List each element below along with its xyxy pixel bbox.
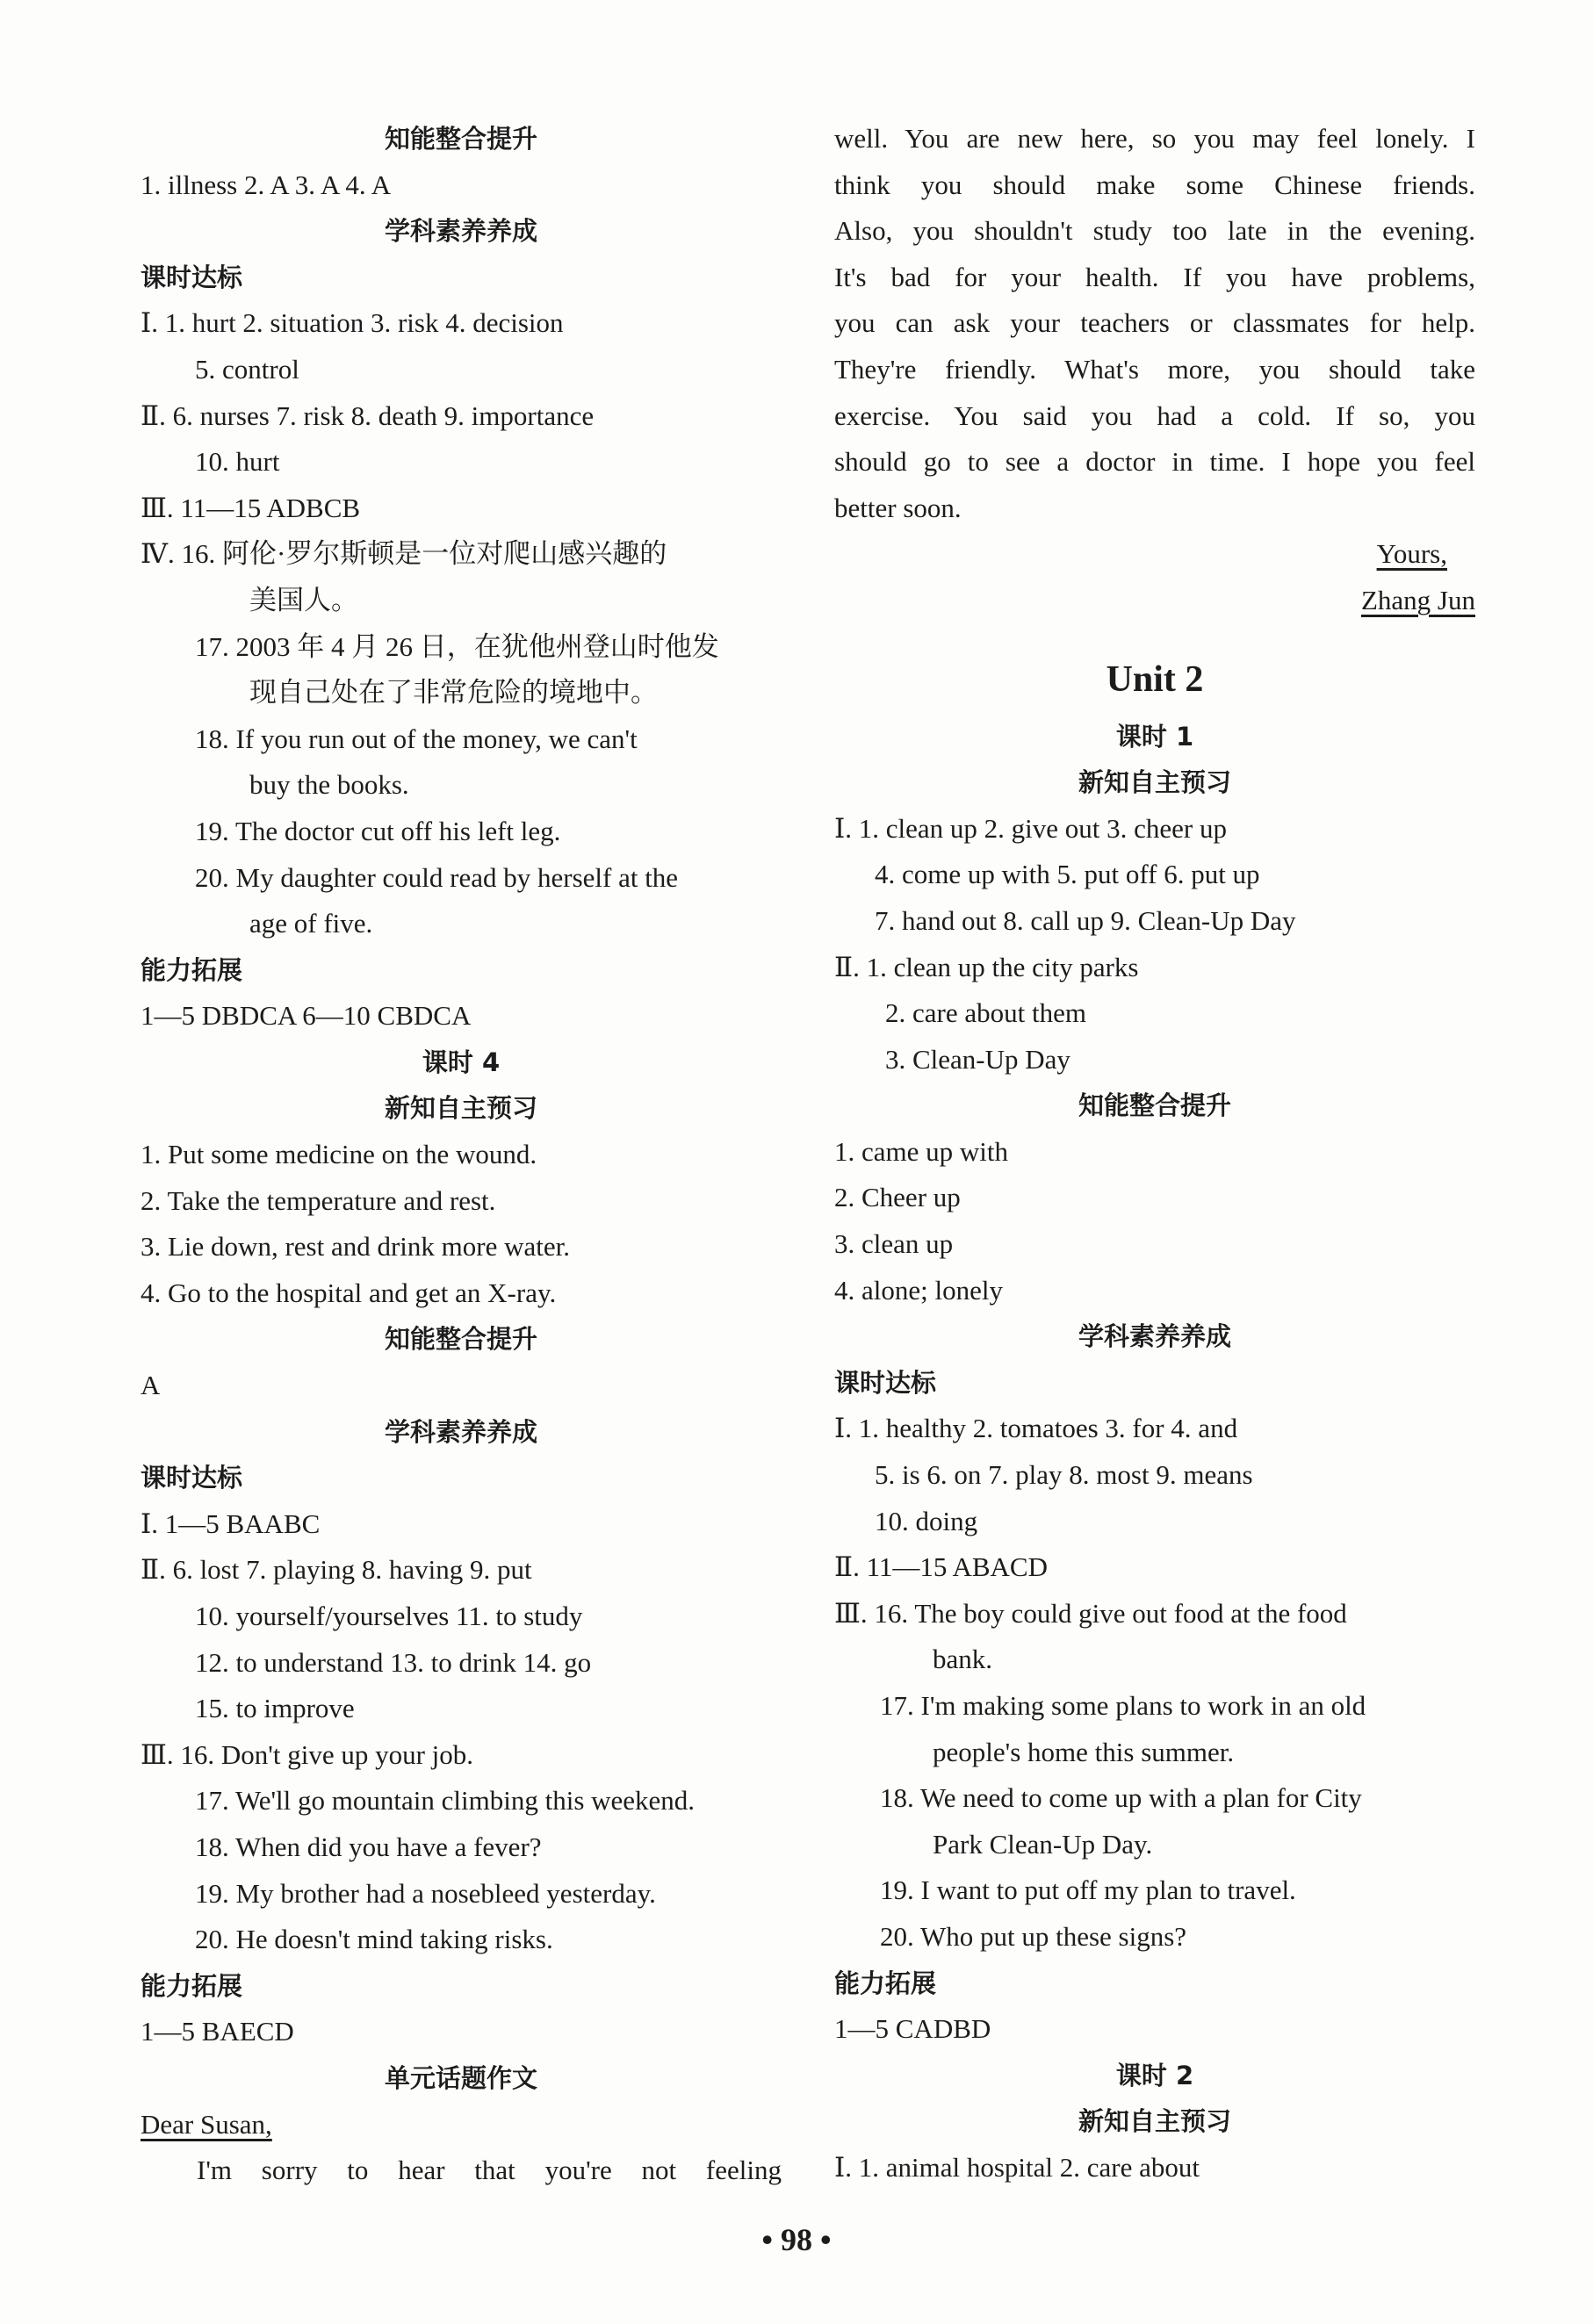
- item-number: 17.: [880, 1690, 914, 1721]
- answer-line: 1. illness 2. A 3. A 4. A: [141, 169, 392, 200]
- answer-line: [834, 1914, 1475, 1961]
- letter-body-line: I'm sorry to hear that you're not feeling: [197, 2155, 782, 2186]
- item-text: If you run out of the money, we can't: [235, 723, 638, 754]
- answer-line: Ⅱ. 6. nurses 7. risk 8. death 9. importance: [141, 399, 595, 431]
- letter-body-line: better soon.: [834, 492, 962, 523]
- item-text: I want to put off my plan to travel.: [920, 1874, 1296, 1906]
- subsection-heading: 课时达标: [141, 262, 243, 292]
- answer-line: [141, 809, 782, 855]
- section-heading: 学科素养养成: [1078, 1321, 1231, 1352]
- answer-line: [834, 1775, 1475, 1822]
- section-heading: 知能整合提升: [1078, 1090, 1231, 1121]
- letter-body-line: you can ask your teachers or classmates for help.: [834, 307, 1475, 339]
- answer-line: Ⅰ. 1. hurt 2. situation 3. risk 4. decision: [141, 307, 564, 339]
- letter-closing: [834, 531, 1475, 578]
- lesson-heading: 课时 4: [422, 1047, 501, 1077]
- answer-line: 5. is 6. on 7. play 8. most 9. means: [875, 1459, 1253, 1491]
- letter-body-line: It's bad for your health. If you have problems,: [834, 261, 1475, 292]
- item-text: I'm making some plans to work in an old: [920, 1690, 1366, 1721]
- right-column: [834, 116, 1475, 2191]
- answer-line: Ⅰ. 1. healthy 2. tomatoes 3. for 4. and: [834, 1413, 1238, 1444]
- letter-body-line: should go to see a doctor in time. I hope you feel: [834, 446, 1475, 478]
- item-text: 阿伦·罗尔斯顿是一位对爬山感兴趣的: [221, 538, 667, 570]
- answer-line: [141, 855, 782, 902]
- answer-line: 3. Lie down, rest and drink more water.: [141, 1231, 570, 1263]
- answer-line: Ⅰ. 1. animal hospital 2. care about: [834, 2151, 1200, 2183]
- letter-body-line: think you should make some Chinese friends.: [834, 169, 1475, 200]
- answer-line: buy the books.: [249, 769, 409, 801]
- answer-line: 4. come up with 5. put off 6. put up: [875, 859, 1260, 890]
- item-number: Ⅳ. 16.: [141, 538, 216, 570]
- answer-line: 10. doing: [875, 1505, 978, 1536]
- item-number: 19.: [880, 1874, 914, 1906]
- answer-line: 12. to understand 13. to drink 14. go: [195, 1646, 592, 1678]
- item-text: The doctor cut off his left leg.: [234, 815, 561, 846]
- section-heading: 学科素养养成: [384, 216, 537, 247]
- answer-line: 4. Go to the hospital and get an X-ray.: [141, 1277, 557, 1308]
- salutation-text: Dear Susan,: [141, 2108, 272, 2140]
- answer-line: 10. hurt: [195, 446, 280, 478]
- answer-line: [834, 1591, 1475, 1637]
- letter-body-line: Also, you shouldn't study too late in the evening.: [834, 215, 1475, 247]
- answer-line: people's home this summer.: [933, 1736, 1235, 1767]
- answer-line: 2. Take the temperature and rest.: [141, 1184, 496, 1216]
- answer-line: 18. When did you have a fever?: [195, 1831, 542, 1862]
- answer-line: Ⅰ. 1. clean up 2. give out 3. cheer up: [834, 812, 1227, 844]
- item-number: 18.: [880, 1782, 914, 1814]
- section-heading: 知能整合提升: [384, 1324, 537, 1355]
- subsection-heading: 能力拓展: [141, 954, 243, 985]
- answer-line: 17. We'll go mountain climbing this weekend.: [195, 1785, 696, 1817]
- answer-line: 3. Clean-Up Day: [885, 1043, 1070, 1075]
- answer-line: Park Clean-Up Day.: [933, 1828, 1153, 1860]
- answer-line: [834, 1867, 1475, 1914]
- answer-line: 现自己处在了非常危险的境地中。: [249, 677, 658, 709]
- answer-line: 2. Cheer up: [834, 1182, 961, 1213]
- answer-line: age of five.: [249, 908, 373, 939]
- answer-line: 5. control: [195, 353, 299, 385]
- closing-text: Yours,: [1376, 538, 1447, 570]
- subsection-heading: 能力拓展: [141, 1970, 243, 2001]
- answer-line: [141, 624, 782, 671]
- answer-line: 7. hand out 8. call up 9. Clean-Up Day: [875, 904, 1296, 936]
- item-text: 2003 年 4 月 26 日，在犹他州登山时他发: [235, 630, 719, 662]
- signature-text: Zhang Jun: [1360, 584, 1475, 615]
- item-text: We need to come up with a plan for City: [919, 1782, 1362, 1814]
- subsection-heading: 课时达标: [141, 1463, 243, 1493]
- answer-line: 美国人。: [249, 584, 358, 615]
- section-heading: 新知自主预习: [384, 1093, 537, 1124]
- section-heading: 学科素养养成: [384, 1416, 537, 1447]
- answer-line: Ⅱ. 1. clean up the city parks: [834, 951, 1139, 982]
- item-number: 20.: [880, 1920, 914, 1952]
- answer-line: Ⅱ. 11—15 ABACD: [834, 1551, 1048, 1583]
- item-number: 18.: [195, 723, 229, 754]
- answer-line: 1. Put some medicine on the wound.: [141, 1139, 537, 1170]
- item-number: Ⅲ. 16.: [834, 1597, 909, 1629]
- answer-line: Ⅲ. 16. Don't give up your job.: [141, 1738, 474, 1770]
- answer-line: 20. He doesn't mind taking risks.: [195, 1924, 553, 1955]
- section-heading: 新知自主预习: [1078, 2106, 1231, 2137]
- page-number: • 98 •: [761, 2222, 832, 2257]
- section-heading: 新知自主预习: [1078, 767, 1231, 798]
- subsection-heading: 课时达标: [834, 1367, 937, 1398]
- answer-line: 4. alone; lonely: [834, 1274, 1003, 1306]
- letter-salutation: [141, 2102, 782, 2148]
- item-number: 19.: [195, 815, 229, 846]
- answer-line: Ⅱ. 6. lost 7. playing 8. having 9. put: [141, 1554, 532, 1586]
- answer-line: 19. My brother had a nosebleed yesterday.: [195, 1877, 656, 1909]
- letter-body-line: well. You are new here, so you may feel lonely. I: [834, 123, 1475, 154]
- item-text: Who put up these signs?: [919, 1920, 1187, 1952]
- answer-line: Ⅰ. 1—5 BAABC: [141, 1507, 321, 1539]
- subsection-heading: 能力拓展: [834, 1968, 937, 1998]
- section-heading: 知能整合提升: [384, 124, 537, 154]
- letter-body-line: They're friendly. What's more, you should take: [834, 353, 1475, 385]
- answer-line: 10. yourself/yourselves 11. to study: [195, 1601, 583, 1631]
- answer-line: [141, 716, 782, 763]
- answer-line: 15. to improve: [195, 1693, 355, 1724]
- answer-line: [834, 1683, 1475, 1730]
- answer-line: [141, 531, 782, 578]
- answer-line: 1—5 BAECD: [141, 2016, 294, 2047]
- section-heading: 单元话题作文: [384, 2062, 537, 2093]
- answer-line: Ⅲ. 11—15 ADBCB: [141, 492, 361, 523]
- lesson-heading: 课时 1: [1115, 721, 1194, 752]
- answer-line: 1—5 DBDCA 6—10 CBDCA: [141, 1000, 472, 1032]
- answer-line: 3. clean up: [834, 1228, 954, 1260]
- letter-signature: [834, 578, 1475, 624]
- lesson-heading: 课时 2: [1115, 2060, 1194, 2090]
- answer-line: 1—5 CADBD: [834, 2013, 991, 2045]
- item-text: My daughter could read by herself at the: [235, 861, 679, 893]
- answer-line: 1. came up with: [834, 1135, 1009, 1167]
- unit-title: Unit 2: [1106, 658, 1204, 700]
- item-number: 17.: [195, 630, 229, 662]
- left-column: [141, 116, 782, 2194]
- answer-line: bank.: [933, 1644, 993, 1675]
- item-number: 20.: [195, 861, 229, 893]
- answer-line: A: [141, 1370, 161, 1401]
- item-text: The boy could give out food at the food: [914, 1597, 1347, 1629]
- letter-body-line: exercise. You said you had a cold. If so, you: [834, 399, 1475, 431]
- answer-line: 2. care about them: [885, 997, 1086, 1029]
